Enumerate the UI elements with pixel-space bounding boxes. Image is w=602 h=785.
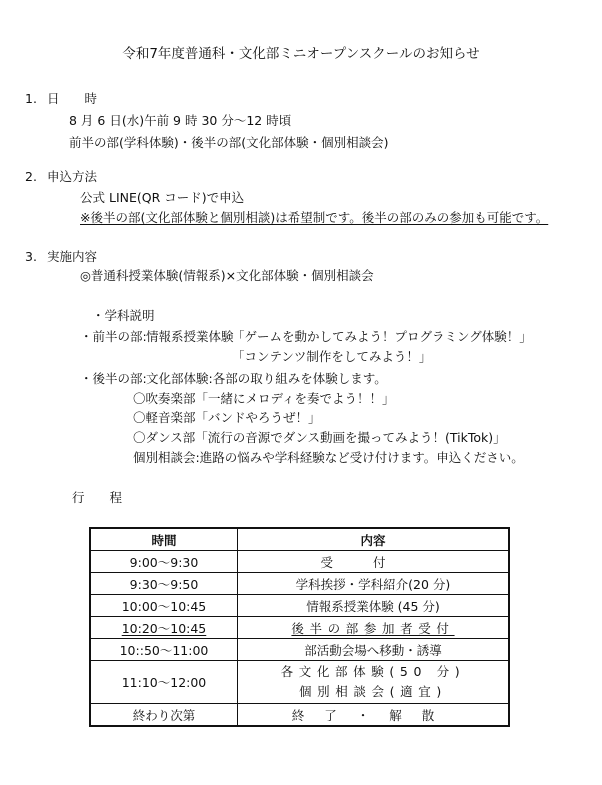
row-time: 10:00～10:45 — [90, 595, 238, 617]
schedule-heading: 行 程 — [72, 490, 123, 505]
row-content: 情報系授業体験 (45 分) — [238, 595, 510, 617]
application-note: ※後半の部(文化部体験と個別相談)は希望制です。後半の部のみの参加も可能です。 — [80, 210, 549, 225]
row-content-line-1: 各文化部体験(50 分) — [280, 664, 466, 679]
table-row — [90, 704, 509, 727]
table-row — [90, 661, 509, 704]
row-content: 受付 — [238, 551, 510, 573]
schedule-table — [89, 527, 510, 727]
session-parts-line: 前半の部(学科体験)・後半の部(文化部体験・個別相談会) — [69, 135, 389, 150]
section-2-heading: 申込方法 — [47, 169, 98, 184]
table-row — [90, 573, 509, 595]
page-title: 令和7年度普通科・文化部ミニオープンスクールのお知らせ — [122, 46, 480, 62]
club-experience-line: 文化部体験:各部の取り組みを体験します。 — [146, 371, 387, 386]
row-content-line-2: 個別相談会(適宜) — [299, 684, 447, 699]
section-3-number: 3. — [25, 249, 37, 264]
row-time: 9:00～9:30 — [90, 551, 238, 573]
first-half-activity-2: 「コンテンツ制作をしてみよう！」 — [232, 349, 432, 364]
section-3-heading: 実施内容 — [47, 249, 98, 264]
application-method-line: 公式 LINE(QR コード)で申込 — [80, 190, 245, 205]
column-header-time: 時間 — [90, 528, 238, 551]
table-row — [90, 639, 509, 661]
row-time: 9:30～9:50 — [90, 573, 238, 595]
section-1-number: 1. — [25, 91, 37, 106]
table-row — [90, 551, 509, 573]
dept-explanation: ・学科説明 — [92, 308, 155, 323]
date-time-line: 8 月 6 日(水)午前 9 時 30 分～12 時頃 — [69, 113, 292, 128]
section-1-heading: 日 時 — [47, 91, 98, 106]
row-time: 終わり次第 — [90, 704, 238, 727]
row-time: 10::50～11:00 — [90, 639, 238, 661]
first-half-class: 情報系授業体験 — [146, 329, 234, 344]
second-half-label: ・後半の部: — [80, 371, 147, 386]
consultation-line: 個別相談会:進路の悩みや学科経験など受け付けます。申込ください。 — [133, 450, 524, 465]
first-half-label: ・前半の部: — [80, 329, 147, 344]
club-dance: 〇ダンス部「流行の音源でダンス動画を撮ってみよう！(TikTok)」 — [133, 430, 506, 445]
first-half-activity-1: 「ゲームを動かしてみよう！プログラミング体験！」 — [232, 329, 532, 344]
row-content: 学科挨拶・学科紹介(20 分) — [238, 573, 510, 595]
column-header-content: 内容 — [238, 528, 510, 551]
club-light-music: 〇軽音楽部「バンドやろうぜ！」 — [133, 410, 321, 425]
row-content: 部活動会場へ移動・誘導 — [238, 639, 510, 661]
program-summary: ◎普通科授業体験(情報系)×文化部体験・個別相談会 — [80, 268, 374, 283]
section-2-number: 2. — [25, 169, 37, 184]
table-row — [90, 617, 509, 639]
row-time: 10:20～10:45 — [90, 617, 238, 639]
table-header-row — [90, 528, 509, 551]
table-row — [90, 595, 509, 617]
row-content — [238, 661, 510, 704]
row-content: 終了・解散 — [238, 704, 510, 727]
row-content: 後半の部参加者受付 — [238, 617, 510, 639]
row-time: 11:10～12:00 — [90, 661, 238, 704]
club-brass-band: 〇吹奏楽部「一緒にメロディを奏でよう！！」 — [133, 391, 395, 406]
